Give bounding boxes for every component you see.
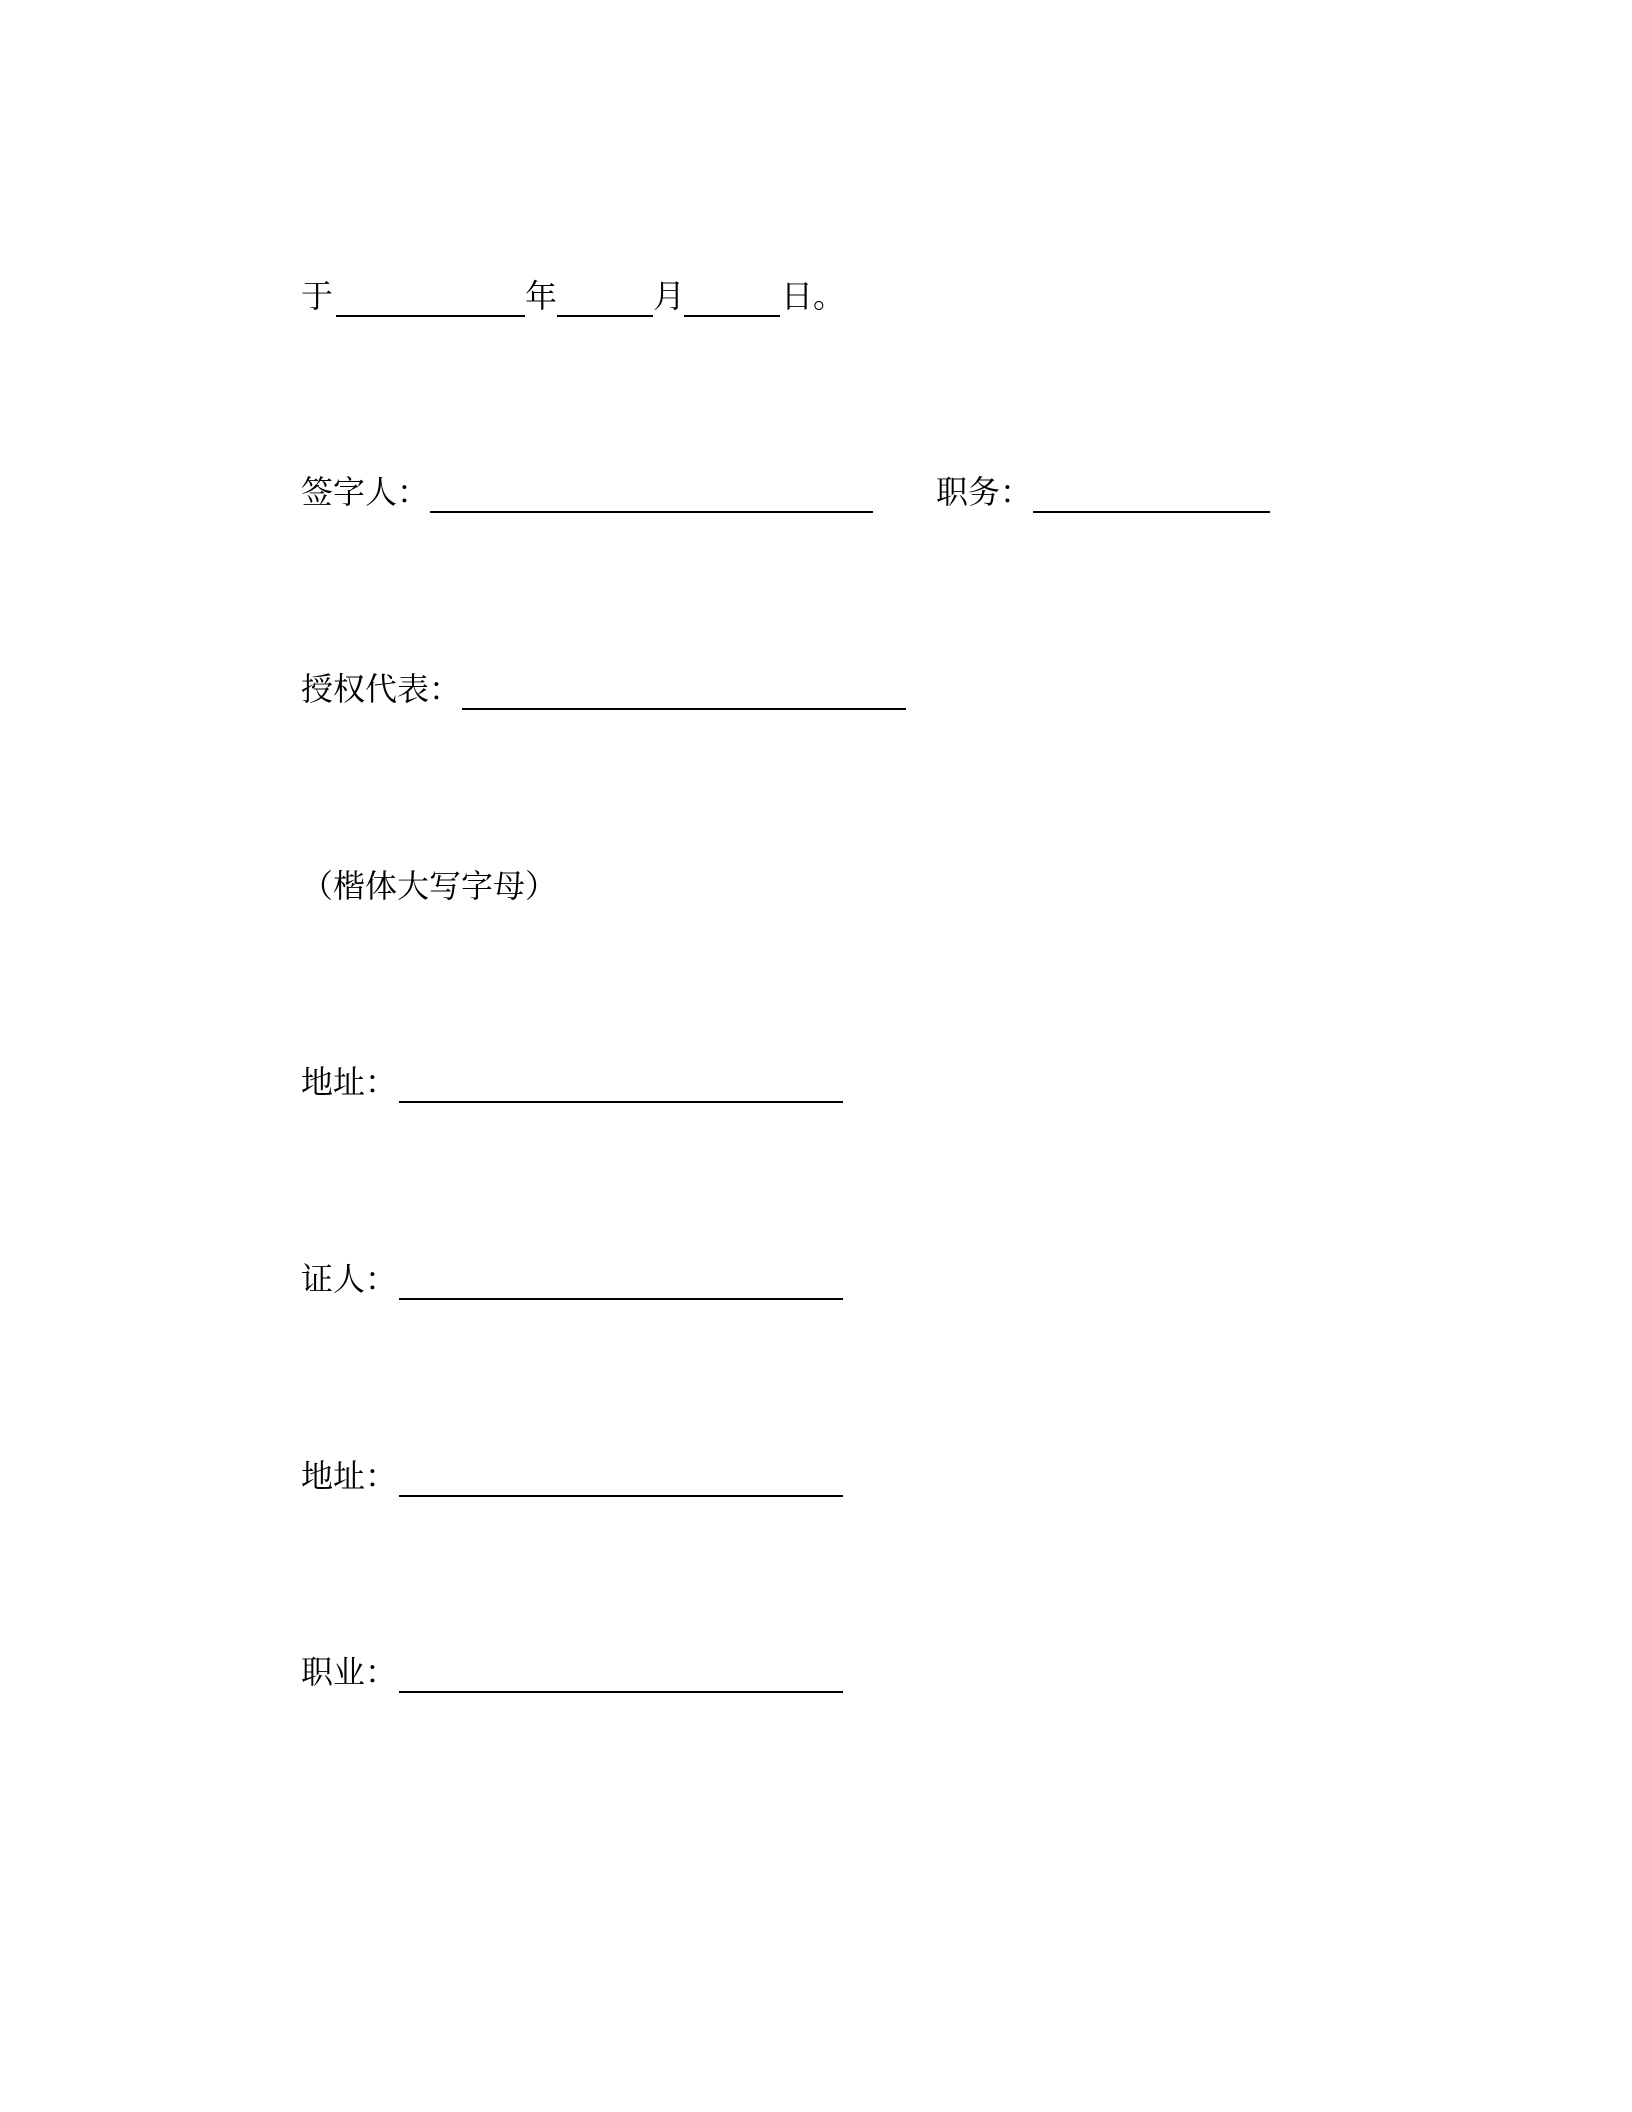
address-field[interactable] [399,1101,843,1103]
occupation-field[interactable] [399,1691,843,1693]
signatory-field[interactable] [430,511,873,513]
month-label: 月 [653,277,686,315]
witness-address-label: 地址： [301,1457,398,1495]
occupation-label: 职业： [301,1653,398,1691]
block-letters-note: （楷体大写字母） [301,867,558,905]
day-label: 日。 [781,277,846,315]
month-blank-field[interactable] [557,315,653,317]
date-prefix: 于 [301,277,334,315]
day-blank-field[interactable] [684,315,780,317]
witness-field[interactable] [399,1298,843,1300]
title-label: 职务： [936,473,1033,511]
year-label: 年 [525,277,558,315]
authorized-rep-label: 授权代表： [301,670,462,708]
witness-label: 证人： [301,1260,398,1298]
address-label: 地址： [301,1063,398,1101]
signatory-label: 签字人： [301,473,430,511]
date-blank-field[interactable] [336,315,525,317]
authorized-rep-field[interactable] [462,708,906,710]
witness-address-field[interactable] [399,1495,843,1497]
title-field[interactable] [1033,511,1270,513]
